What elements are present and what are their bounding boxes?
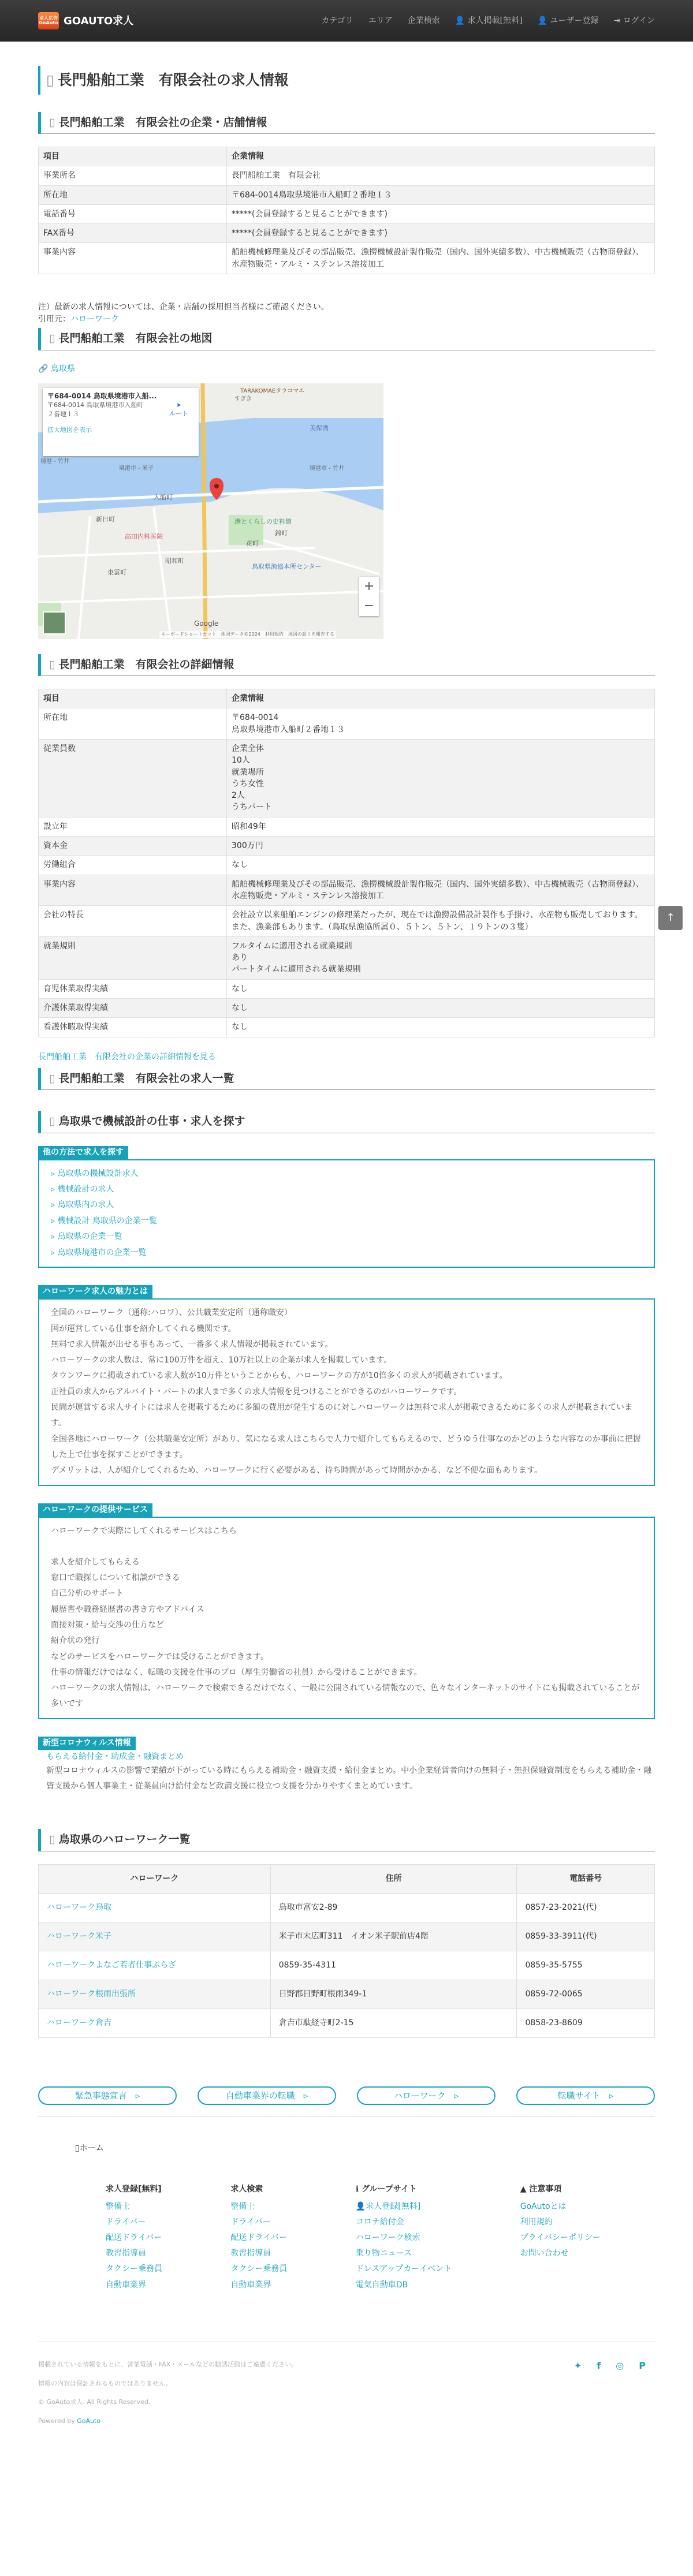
hellowork-link[interactable]: ハローワークよなご若者仕事ぷらざ [47,1960,176,1970]
paragraph: 国が運営している仕事を紹介してくれる機関です。 [51,1324,236,1334]
map-attribution: キーボードショートカット 地図データ©2024 利用規約 地図の誤りを報告する [159,631,336,638]
user-icon: 👤 [537,16,550,25]
source-link[interactable]: ハローワーク [70,315,119,324]
footer-link[interactable]: コロナ給付金 [355,2217,404,2227]
map-label: 昭和町 [165,557,184,565]
paragraph: ハローワークの求人数は、常に100万件を超え、10万社以上の企業が求人を掲載しています。 [51,1356,392,1365]
footer-link[interactable]: 教習指導員 [230,2249,271,2258]
footer-bottom: 掲載されている情報をもとに、営業電話・FAX・メールなどの勧誘活動はご遠慮ください。 情報の内容は保証されるものではありません。 © GoAuto求人. All Rights Reserved. Powered by GoAuto ✦ f ◎ P [38,2342,655,2437]
footer-col-title: ℹ グループサイト [355,2184,417,2194]
paragraph: 紹介状の発行 [51,1636,99,1646]
list-item[interactable]: ▹ 鳥取県の企業一覧 [51,1229,642,1245]
login-icon: ⇥ [613,16,623,25]
paragraph: 仕事の情報だけではなく、転職の支援を仕事のプロ（厚生労働省の社員）から受けることができます。 [51,1667,422,1677]
paragraph: などのサービスをハローワークでは受けることができます。 [51,1652,269,1662]
scroll-top-button[interactable]: ↑ [658,906,683,930]
table-row: 労働組合 なし [39,856,655,875]
list-item[interactable]: ▹ 機械設計 鳥取県の企業一覧 [51,1214,642,1229]
twitter-icon[interactable]: ✦ [573,2360,582,2371]
top-navbar [0,0,693,42]
paragraph: 正社員の求人からアルバイト・パートの求人まで多くの求人情報を見つけることができるのがハローワークです。 [51,1387,462,1397]
footer-link[interactable]: 乗り物ニュース [355,2249,412,2258]
hellowork-services-title: ハローワークの提供サービス [38,1503,152,1517]
map-label: TARAKOMAEタラコマエ [240,387,305,394]
map-label: 境港市 - 竹井 [310,465,344,472]
table-row: 事業内容 船舶機械修理業及びその部品販売、漁撈機械設計製作販売（国内、国外実績多数）、中古機械販売（古物商登録）、水産物販売・アルミ・ステンレス溶接加工 [39,243,655,274]
paragraph: 無料で求人情報が出せる事もあって、一番多く求人情報が掲載されています。 [51,1339,333,1349]
footer-col-title: 求人検索 [230,2184,263,2194]
table-row: 会社の特長 会社設立以来船舶エンジンの修理業だったが、現在では漁撈設備設計製作も手掛け、水産物も販売しております。また、漁業部もあります。（鳥取県漁協所属０、５トン、５トン、１９トンの３隻） [39,906,655,937]
map-label: 錦町 [275,529,288,537]
hellowork-link[interactable]: ハローワーク米子 [47,1931,111,1941]
table-row: 従業員数 企業全体 10人 就業場所 うち女性 2人 うちパート [39,739,655,817]
detail-info-heading: ▯ 長門船舶工業 有限会社の詳細情報 [38,654,655,677]
directions-icon: ➤ [176,401,182,409]
nav-post-job[interactable]: 👤 求人掲載[無料] [454,16,523,25]
paragraph: 履歴書や職務経歴書の書き方やアドバイス [51,1604,204,1614]
google-logo: Google [194,619,219,628]
hellowork-appeal-title: ハローワーク求人の魅力とは [38,1285,152,1298]
nav-category[interactable]: カテゴリ [321,16,353,25]
paragraph: タウンワークに掲載されている求人数が10万件ということからも、ハローワークの方が10倍多くの求人が掲載されています。 [51,1371,508,1381]
footer-link[interactable]: 配送ドライバー [106,2233,162,2243]
footer-link[interactable]: 自動車業界 [230,2280,271,2290]
table-row: 項目 企業情報 [39,147,655,166]
list-item[interactable]: ▹ 鳥取県内の求人 [51,1197,642,1213]
pinterest-icon[interactable]: P [639,2360,646,2371]
table-row: 項目 企業情報 [39,689,655,708]
hellowork-link[interactable]: ハローワーク根雨出張所 [47,1989,136,1999]
prefecture-link[interactable]: 🔗 鳥取県 [38,364,75,374]
user-icon: 👤 [454,16,468,25]
nav-area[interactable]: エリア [368,16,393,25]
footer-link[interactable]: タクシー乗務員 [230,2264,288,2274]
table-row: 電話番号 *****(会員登録すると見ることができます) [39,204,655,223]
breadcrumb [38,2116,655,2155]
footer-link[interactable]: 👤求人登録[無料] [355,2201,421,2211]
home-icon: ▯ [75,2143,80,2153]
paragraph: 全国各地にハローワーク（公共職業安定所）があり、気になる求人はこちらで人力で紹介してもらえるので、どうゆう仕事なのかどのような内容なのか事前に把握した上で仕事を探すことができます。 [51,1434,641,1459]
map-label: 境港 - 竹井 [40,458,69,465]
paragraph: 新型コロナウィルスの影響で業績が下がっている時にもらえる補助金・融資支援・給付金まとめ。中小企業経営者向けの無料子・無担保融資制度をもらえる補助金・融資支援から個人事業主・従業員向け給付金など政満支援に役立つ支援を分かりやすくまとめています。 [46,1765,652,1791]
footer-link[interactable]: GoAutoとは [520,2201,567,2211]
link-icon: 🔗 [38,364,51,374]
paragraph: 窓口で職探しについて相談ができる [51,1573,180,1583]
feature-links [38,2086,655,2105]
hellowork-appeal-box [38,1298,655,1485]
footer-link[interactable]: 利用規約 [520,2217,553,2227]
footer-columns [38,2183,655,2293]
table-row: 資本金 300万円 [39,837,655,856]
nav-register[interactable]: 👤 ユーザー登録 [537,16,599,25]
table-row: 所在地 〒684-0014鳥取県境港市入船町２番地１３ [39,185,655,204]
brand[interactable] [38,12,133,29]
table-row: ハローワーク倉吉 倉吉市駄経寺町2-15 0858-23-8609 [39,2008,655,2037]
footer-link[interactable]: 自動車業界 [106,2280,146,2290]
detail-info-table [38,689,655,1037]
brand-logo: 求人広告 GoAuto [38,12,59,29]
list-item[interactable]: ▹ 機械設計の求人 [51,1182,642,1197]
other-methods-title: 他の方法で求人を探す [38,1146,128,1159]
corona-subsidy-link[interactable]: もらえる給付金・助成金・融資まとめ [46,1752,184,1761]
map-label: 花町 [246,539,259,547]
table-row: 事業所名 長門船舶工業 有限会社 [39,166,655,185]
map-label: 東雲町 [107,568,126,576]
paragraph: 全国のハローワーク（通称:ハロワ）、公共職業安定所（通称職安） [51,1308,292,1318]
footer-col-title: 求人登録[無料] [106,2184,162,2194]
footer-link[interactable]: ドライバー [106,2217,146,2227]
footer-col-search [230,2183,287,2293]
paragraph: ハローワークで実際にしてくれるサービスはこちら [51,1526,237,1536]
table-row: 就業規則 フルタイムに適用される就業規則 あり パートタイムに適用される就業規則 [39,936,655,979]
source-note: 注）最新の求人情報については、企業・店舗の採用担当者様にご確認ください。 引用元：ハローワーク [38,303,329,324]
map-label: 入船町 [154,493,173,501]
zoom-in-button[interactable]: + [363,578,375,593]
paragraph: 求人を紹介してもらえる [51,1557,140,1567]
company-info-table [38,147,655,274]
nav-company-search[interactable]: 企業検索 [407,16,440,25]
footer-col-register [106,2183,162,2293]
paragraph: デメリットは、人が紹介してくれるため、ハローワークに行く必要がある、待ち時間があって時間がかかる、など不便な面もあります。 [51,1466,543,1476]
map-label: 鳥取県漁協本所センター [252,562,322,570]
nav-login[interactable]: ⇥ ログイン [613,16,655,25]
paragraph: 面接対策・給与交渉の仕方など [51,1620,164,1630]
map-label: 新日町 [96,515,115,523]
table-row: ハローワーク 住所 電話番号 [39,1864,655,1893]
footer-link[interactable]: 電気自動車DB [355,2280,408,2290]
map-label: すぎき [234,395,252,402]
instagram-icon[interactable]: ◎ [616,2360,624,2371]
table-row: ハローワーク根雨出張所 日野郡日野町根雨349-1 0859-72-0065 [39,1980,655,2008]
list-item[interactable]: ▹ 鳥取県境港市の企業一覧 [51,1245,642,1261]
corona-info-title: 新型コロナウィルス情報 [38,1737,136,1750]
building-icon: ▯ [46,72,54,88]
building-icon: ▯ [49,1072,55,1085]
other-methods-box [38,1159,655,1268]
table-row: FAX番号 *****(会員登録すると見ることができます) [39,224,655,243]
corona-info-box [38,1750,655,1795]
footer-link[interactable]: お問い合わせ [520,2249,569,2258]
footer-col-title: ▲ 注意事項 [520,2184,562,2194]
map-label: 高田内科医院 [125,532,163,540]
map-info-card: 〒684-0014 鳥取県境港市入船... 〒684-0014 鳥取県境港市入船町２番地１３ ➤ ルート 拡大地図を表示 [43,388,199,456]
company-detail-link[interactable]: 長門船舶工業 有限会社の企業の詳細情報を見る [38,1052,216,1062]
zoom-controls [359,577,379,616]
footer-link[interactable]: ハローワーク検索 [355,2233,420,2243]
page-title: ▯ 長門船舶工業 有限会社の求人情報 [38,66,655,95]
table-row: 所在地 〒684-0014 鳥取県境港市入船町２番地１３ [39,708,655,740]
building-icon: ▯ [49,115,55,129]
footer-link[interactable]: タクシー乗務員 [106,2264,162,2274]
warning-icon: ▲ [520,2184,530,2194]
paragraph: ハローワークの求人情報は、ハローワークで検索できるだけでなく、一般に公開されている情報なので、色々なインターネットのサイトにも掲載されていることが多いです [51,1683,640,1709]
google-map[interactable] [38,383,383,639]
hellowork-link[interactable]: ハローワーク鳥取 [47,1902,111,1912]
table-row: 育児休業取得実績 なし [39,979,655,998]
directions-button[interactable]: ➤ ルート [169,401,188,417]
building-icon: ▯ [49,1833,55,1846]
map-label: 美保湾 [310,424,329,432]
zoom-out-button[interactable]: − [363,598,375,613]
hellowork-link[interactable]: ハローワーク倉吉 [47,2018,111,2028]
table-row: ハローワーク鳥取 鳥取市富安2-89 0857-23-2021(代) [39,1893,655,1922]
footer-link[interactable]: ドライバー [230,2217,271,2227]
footer-link[interactable]: ドレスアップカーイベント [355,2264,452,2274]
footer-link[interactable]: 配送ドライバー [230,2233,287,2243]
company-info-heading: ▯ 長門船舶工業 有限会社の企業・店舗情報 [38,112,655,135]
job-sites-button[interactable]: 転職サイト ▹ [516,2086,655,2105]
table-row: ハローワークよなご若者仕事ぷらざ 0859-35-4311 0859-35-5755 [39,1951,655,1980]
hellowork-button[interactable]: ハローワーク ▹ [357,2086,495,2105]
map-heading: ▯ 長門船舶工業 有限会社の地図 [38,328,655,350]
footer-link[interactable]: 整備士 [106,2201,130,2211]
table-row: 看護休暇取得実績 なし [39,1018,655,1037]
auto-industry-button[interactable]: 自動車業界の転職 ▹ [198,2086,336,2105]
table-row: 設立年 昭和49年 [39,817,655,836]
hellowork-table [38,1864,655,2038]
info-icon: ℹ [355,2184,362,2194]
hellowork-list-heading: ▯ 鳥取県のハローワーク一覧 [38,1829,655,1851]
nav-links [321,15,655,27]
footer-link[interactable]: 教習指導員 [106,2249,146,2258]
search-jobs-heading: ▯ 鳥取県で機械設計の仕事・求人を探す [38,1111,655,1133]
building-icon: ▯ [49,332,55,345]
footer-col-group [356,2183,452,2293]
emergency-button[interactable]: 緊急事態宣言 ▹ [38,2086,177,2105]
breadcrumb-home[interactable]: ホーム [79,2143,104,2153]
footer-col-notes [520,2183,601,2293]
building-icon: ▯ [49,658,55,671]
social-links [574,2360,646,2372]
facebook-icon[interactable]: f [597,2360,601,2371]
hellowork-services-box [38,1517,655,1719]
paragraph: 自己分析のサポート [51,1589,124,1599]
building-icon: ▯ [49,1115,55,1128]
paragraph: 民間が運営する求人サイトには求人を掲載するために多額の費用が発生するのに対しハローワークは無料で求人が掲載できるために多くの求人が掲載されています。 [51,1403,633,1428]
brand-name: GOAUTO求人 [64,14,134,27]
larger-map-link[interactable]: 拡大地図を表示 [47,426,92,434]
job-list-heading: ▯ 長門船舶工業 有限会社の求人一覧 [38,1068,655,1091]
map-label: 港とくらしの史料館 [234,517,292,525]
map-layer-toggle[interactable] [43,611,66,634]
table-row: 事業内容 船舶機械修理業及びその部品販売、漁撈機械設計製作販売（国内、国外実績多数）、中古機械販売（古物商登録）、水産物販売・アルミ・ステンレス溶接加工 [39,875,655,906]
list-item[interactable]: ▹ 鳥取県の機械設計求人 [51,1166,642,1182]
user-icon: 👤 [355,2201,366,2211]
footer-link[interactable]: プライバシーポリシー [520,2233,601,2243]
table-row: 介護休業取得実績 なし [39,999,655,1018]
powered-link[interactable]: GoAuto [77,2417,101,2425]
table-row: ハローワーク米子 米子市末広町311 イオン米子駅前店4階 0859-33-3911(代) [39,1922,655,1951]
main-content [38,42,675,2437]
map-label: 境港市 - 米子 [119,465,154,472]
footer-link[interactable]: 整備士 [230,2201,255,2211]
